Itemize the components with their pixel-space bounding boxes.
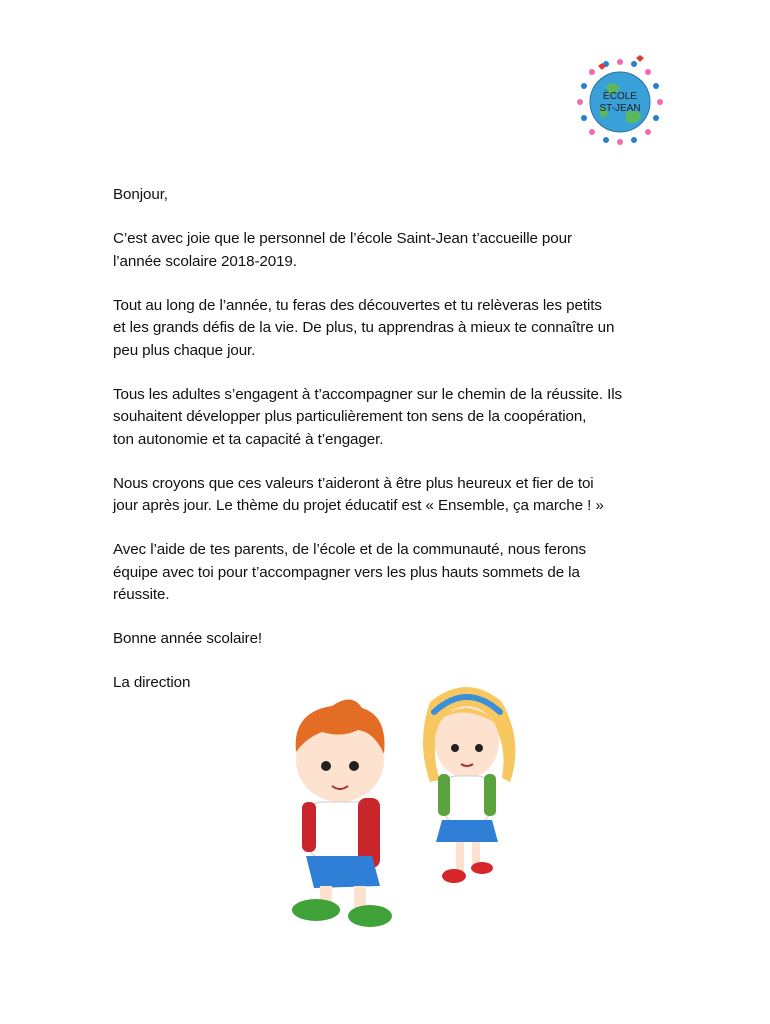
- text-line: Nous croyons que ces valeurs t’aideront à être plus heureux et fier de toi: [113, 474, 594, 492]
- paragraph-adults: [113, 384, 673, 452]
- school-logo: [570, 52, 670, 152]
- text-line: Tous les adultes s’engagent à t’accompagner sur le chemin de la réussite. Ils: [113, 385, 622, 403]
- text-line: Tout au long de l’année, tu feras des découvertes et tu relèveras les petits: [113, 296, 602, 314]
- text-line: jour après jour. Le thème du projet éducatif est « Ensemble, ça marche ! »: [113, 497, 604, 514]
- girl-figure: [423, 687, 515, 883]
- text-line: équipe avec toi pour t’accompagner vers les plus hauts sommets de la: [113, 563, 580, 581]
- text-line: souhaitent développer plus particulièrement ton sens de la coopération,: [113, 408, 587, 425]
- text-line: Avec l’aide de tes parents, de l’école et de la communauté, nous ferons: [113, 541, 587, 558]
- signature: La direction: [113, 674, 191, 691]
- closing: Bonne année scolaire!: [113, 630, 263, 647]
- paragraph-values: [113, 473, 673, 518]
- paragraph-welcome: [113, 228, 673, 273]
- text-line: l’année scolaire 2018-2019.: [113, 252, 297, 270]
- text-line: ton autonomie et ta capacité à t’engager.: [113, 430, 384, 448]
- text-line: réussite.: [113, 586, 170, 603]
- text-line: C’est avec joie que le personnel de l’école Saint-Jean t’accueille pour: [113, 230, 572, 247]
- letter-body: [113, 184, 673, 716]
- children-illustration: [262, 672, 532, 944]
- boy-figure: [292, 699, 392, 927]
- paragraph-discoveries: [113, 295, 673, 363]
- text-line: peu plus chaque jour.: [113, 341, 256, 359]
- paragraph-community: [113, 539, 673, 607]
- logo-text-line1: ÉCOLE: [603, 91, 637, 102]
- logo-text-line2: ST-JEAN: [599, 103, 641, 114]
- text-line: et les grands défis de la vie. De plus, tu apprendras à mieux te connaître un: [113, 319, 615, 336]
- greeting: Bonjour,: [113, 186, 168, 203]
